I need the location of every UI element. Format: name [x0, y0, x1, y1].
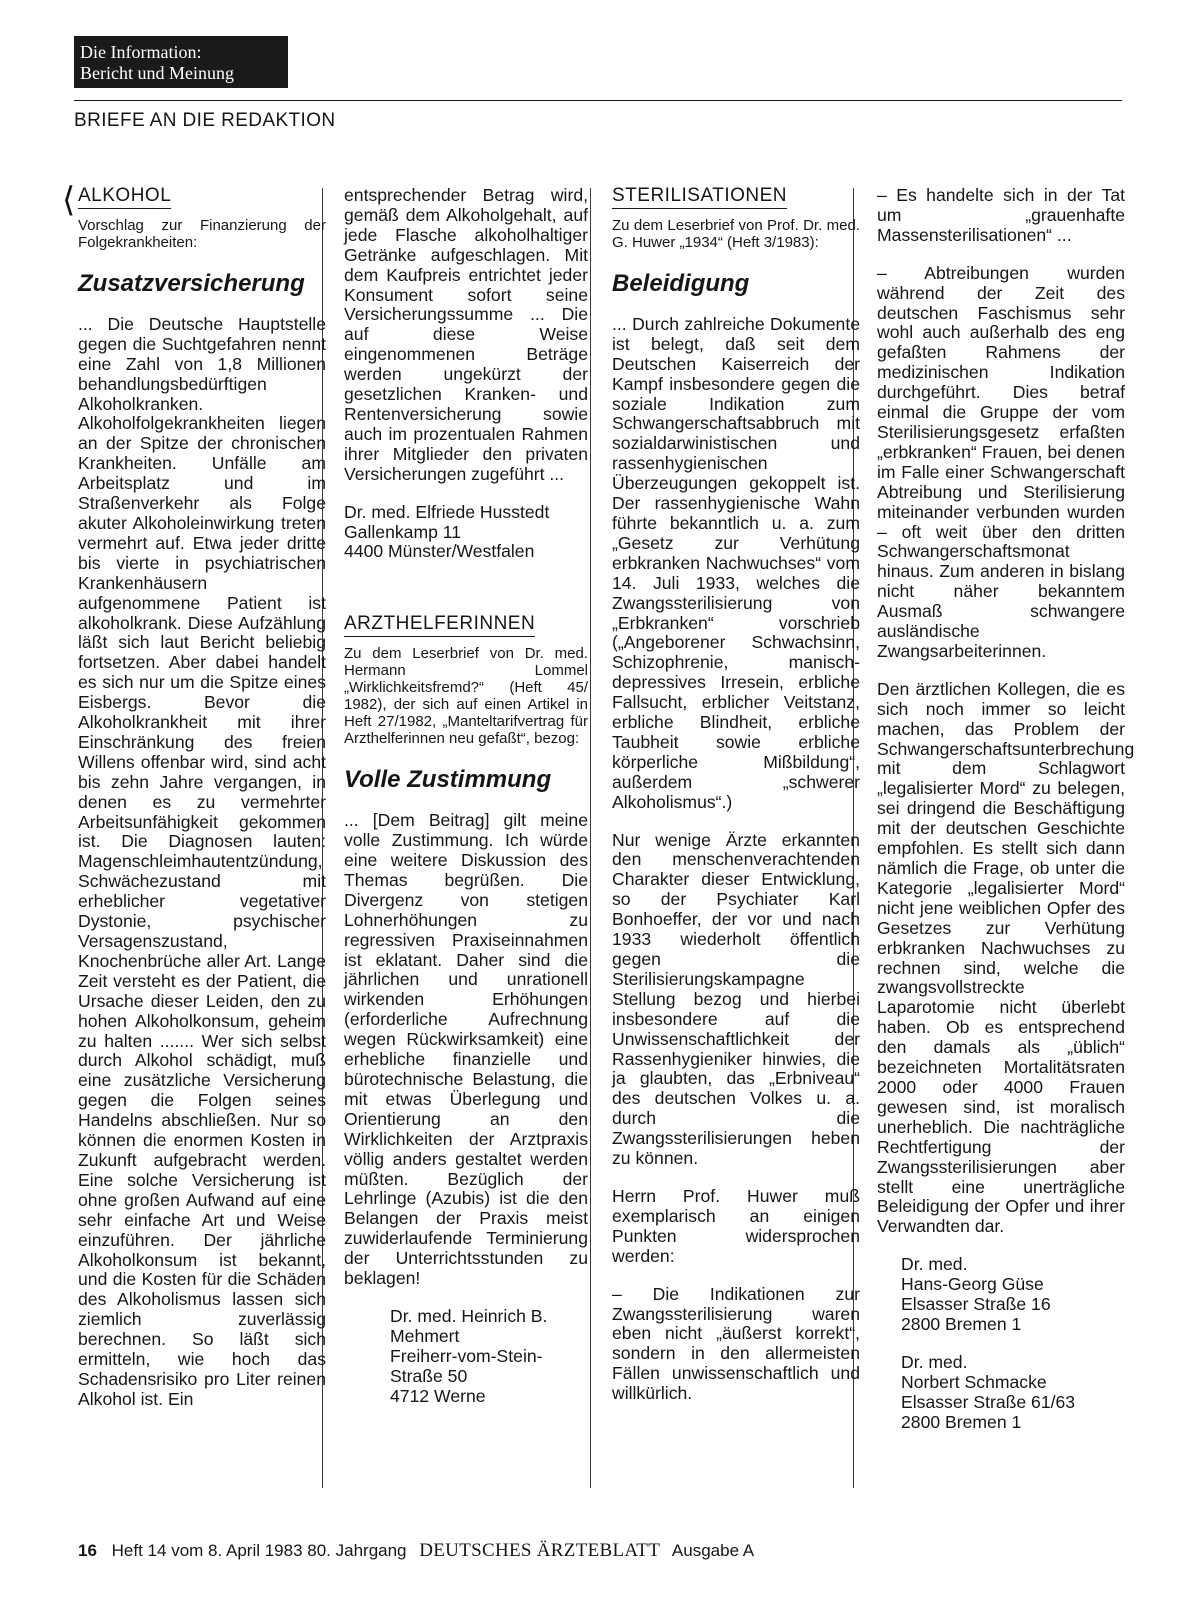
column-1	[62, 182, 326, 1410]
header-rule	[74, 100, 1122, 101]
page-footer	[78, 1540, 754, 1562]
letter-body-3c: Herrn Prof. Huwer muß exemplarisch an einigen Punkten widersprochen werden:	[612, 1185, 860, 1266]
magazine-name: DEUTSCHES ÄRZTEBLATT	[419, 1540, 661, 1561]
bracket-mark: ⟨	[62, 182, 76, 219]
kicker-alkohol-wrap	[62, 182, 326, 219]
signature-line: Mehmert	[390, 1325, 460, 1346]
intro-arzthelferinnen: Zu dem Leserbrief von Dr. med. Hermann Lommel „Wirklichkeitsfremd?“ (Heft 45/ 1982), der sich auf einen Artikel in Heft 27/1982, „Manteltarifvertrag für Arzthelferinnen neu gefaßt“, bezog:	[344, 645, 588, 748]
column-divider-2	[590, 188, 591, 1488]
kicker-alkohol: ALKOHOL	[78, 186, 171, 209]
signature-line: 4400 Münster/Westfalen	[344, 541, 535, 562]
letter-body-continued: entsprechender Betrag wird, gemäß dem Alkoholgehalt, auf jede Flasche alkoholhaltiger Getränke aufgeschlagen. Mit dem Kaufpreis entrichtet jeder Konsument sofort seine Versicherungssumme ... Die auf diese Weise eingenommenen Beträge werden ungekürzt der gesetzlichen Kranken- und Rentenversicherung sowie auch im prozentualen Rahmen ihrer Mitglieder den privaten Versicherungen zugeführt ...	[344, 185, 588, 484]
rubric-line-1: Die Information:	[80, 42, 202, 62]
headline-zusatzversicherung: Zusatzversicherung	[78, 269, 305, 297]
column-3	[612, 186, 860, 1404]
headline-volle-zustimmung: Volle Zustimmung	[344, 766, 552, 794]
signature-line: Norbert Schmacke	[901, 1371, 1047, 1392]
intro-alkohol: Vorschlag zur Finanzierung der Folgekrankheiten:	[78, 216, 326, 251]
signature-guese	[901, 1255, 1125, 1335]
signature-line: Dr. med. Heinrich B.	[390, 1305, 548, 1326]
intro-sterilisationen: Zu dem Leserbrief von Prof. Dr. med. G. Huwer „1934“ (Heft 3/1983):	[612, 216, 860, 251]
signature-schmacke	[901, 1353, 1125, 1433]
signature-line: 2800 Bremen 1	[901, 1313, 1022, 1334]
kicker-arzthelferinnen: ARZTHELFERINNEN	[344, 614, 535, 637]
letter-body-4b: – Abtreibungen wurden während der Zeit des deutschen Faschismus sehr wohl auch außerhalb des eng gefaßten Rahmens der medizinischen Indikation durchgeführt. Dies betraf einmal die Gruppe der vom Sterilisierungsgesetz erfaßten „erbkranken“ Frauen, bei denen im Falle einer Schwangerschaft Abtreibung und Sterilisierung miteinander verbunden wurden – oft weit über den dritten Schwangerschaftsmonat hinaus. Zum anderen in bislang nicht näher bekanntem Ausmaß schwangere ausländische Zwangsarbeiterinnen.	[877, 262, 1125, 661]
edition-label: Ausgabe A	[671, 1541, 755, 1560]
signature-line: Dr. med.	[901, 1351, 968, 1372]
signature-line: 2800 Bremen 1	[901, 1411, 1022, 1432]
signature-line: Elsasser Straße 61/63	[901, 1391, 1076, 1412]
signature-line: Hans-Georg Güse	[901, 1274, 1044, 1295]
rubric-box	[74, 36, 288, 88]
section-title: BRIEFE AN DIE REDAKTION	[74, 110, 336, 131]
signature-line: Straße 50	[390, 1365, 468, 1386]
letter-body-4a: – Es handelte sich in der Tat um „grauenhafte Massensterilisationen“ ...	[877, 185, 1125, 245]
kicker-sterilisationen: STERILISATIONEN	[612, 186, 787, 209]
letter-body-3b: Nur wenige Ärzte erkannten den menschenverachtenden Charakter dieser Entwicklung, so der Psychiater Karl Bonhoeffer, der vor und nach 1933 wiederholt öffentlich gegen die Sterilisierungskampagne Stellung bezog und hierbei insbesondere auf die Unwissenschaftlichkeit der Rassenhygieniker hinwies, die ja glaubten, das „Erbniveau“ des deutschen Volkes u. a. durch die Zwangssterilisierungen heben zu können.	[612, 829, 860, 1169]
letter-body-2: ... [Dem Beitrag] gilt meine volle Zustimmung. Ich würde eine weitere Diskussion des Themas begrüßen. Die Divergenz von stetigen Lohnerhöhungen zu regressiven Praxiseinnahmen ist eklatant. Daher sind die jährlichen und unrationell wirkenden Erhöhungen (erforderliche Aufrechnung wegen Rückwirksamkeit) eine erhebliche finanzielle und bürotechnische Belastung, die mit etwas Überlegung und Orientierung an den Wirklichkeiten der Arztpraxis völlig anders gestaltet werden müßten. Bezüglich der Lehrlinge (Azubis) ist die den Belangen der Praxis meist zuwiderlaufende Terminierung der Unterrichtsstunden zu beklagen!	[344, 810, 588, 1289]
signature-line: Dr. med.	[901, 1254, 968, 1275]
signature-line: Gallenkamp 11	[344, 521, 462, 542]
signature-line: 4712 Werne	[390, 1385, 486, 1406]
letter-body-3d: – Die Indikationen zur Zwangssterilisierung waren eben nicht „äußerst korrekt“, sondern in den allermeisten Fällen unwissenschaftlich und willkürlich.	[612, 1283, 860, 1404]
rubric-line-2: Bericht und Meinung	[80, 63, 234, 83]
letter-body: ... Die Deutsche Hauptstelle gegen die Suchtgefahren nennt eine Zahl von 1,8 Millionen behandlungsbedürftigen Alkoholkranken. Alkoholfolgekrankheiten liegen an der Spitze der chronischen Krankheiten. Unfälle am Arbeitsplatz und im Straßenverkehr als Folge akuter Alkoholeinwirkung treten vermehrt auf. Etwa jeder dritte bis vierte in psychiatrischen Krankenhäusern aufgenommene Patient ist alkoholkrank. Diese Aufzählung läßt sich laut Bericht beliebig fortsetzen. Aber dabei handelt es sich nur um die Spitze eines Eisbergs. Bevor die Alkoholkrankheit mit ihrer Einschränkung des freien Willens offenbar wird, sind acht bis zehn Jahre vergangen, in denen es zu vermehrter Arbeitsunfähigkeit gekommen ist. Die Diagnosen lauten: Magenschleimhautentzündung, Schwächezustand mit erheblicher vegetativer Dystonie, psychischer Versagenszustand, Knochenbrüche aller Art. Lange Zeit versteht es der Patient, die Ursache dieser Leiden, den zu hohen Alkoholkonsum, geheim zu halten ....... Wer sich selbst durch Alkohol schädigt, muß eine zusätzliche Versicherung gegen die Folgen seines Handelns abschließen. Nur so können die enormen Kosten in Zukunft aufgebracht werden. Eine solche Versicherung ist ohne großen Aufwand auf eine sehr einfache Art und Weise einzuführen. Der jährliche Alkoholkonsum ist bekannt, und die Kosten für die Schäden des Alkoholismus lassen sich ziemlich zuverlässig berechnen. So läßt sich ermitteln, wie hoch das Schadensrisiko pro Liter reinen Alkohol ist. Ein	[78, 313, 326, 1409]
issue-info: Heft 14 vom 8. April 1983 80. Jahrgang	[111, 1541, 407, 1560]
letter-body-4c: Den ärztlichen Kollegen, die es sich noch immer so leicht machen, das Problem der Schwangerschaftsunterbrechung mit dem Schlagwort „legalisierter Mord“ zu belegen, sei dringend die Beschäftigung mit der deutschen Geschichte empfohlen. Es stellt sich dann nämlich die Frage, ob unter die Kategorie „legalisierter Mord“ nicht jene weiblichen Opfer des Gesetzes zur Verhütung erbkranken Nachwuchses zu rechnen sind, welche die zwangsvollstreckte Laparotomie nicht überlebt haben. Ob es entsprechend den damals als „üblich“ bezeichneten Mortalitätsraten 2000 oder 4000 Frauen gewesen sind, ist moralisch unerheblich. Die nachträgliche Rechtfertigung der Zwangssterilisierungen aber stellt eine unerträgliche Beleidigung der Opfer und ihrer Verwandten dar.	[877, 678, 1135, 1237]
signature-line: Freiherr-vom-Stein-	[390, 1345, 543, 1366]
signature-mehmert	[390, 1307, 588, 1407]
headline-beleidigung: Beleidigung	[612, 269, 750, 297]
column-4	[877, 185, 1135, 1432]
page-number: 16	[78, 1541, 97, 1560]
letter-body-3a: ... Durch zahlreiche Dokumente ist belegt, daß seit dem Deutschen Kaiserreich der Kampf insbesondere gegen die soziale Indikation zum Schwangerschaftsabbruch mit sozialdarwinistischen und rassenhygienischen Überzeugungen gekoppelt ist. Der rassenhygienische Wahn führte bekanntlich u. a. zum „Gesetz zur Verhütung erbkranken Nachwuchses“ vom 14. Juli 1933, welches die Zwangssterilisierung von „Erbkranken“ vorschrieb („Angeborener Schwachsinn, Schizophrenie, manisch-depressives Irresein, erbliche Fallsucht, erblicher Veitstanz, erbliche Blindheit, erbliche Taubheit sowie erbliche körperliche Mißbildung“, außerdem „schwerer Alkoholismus“.)	[612, 313, 860, 812]
column-2	[344, 186, 588, 1407]
signature-line: Elsasser Straße 16	[901, 1294, 1051, 1315]
signature-line: Dr. med. Elfriede Husstedt	[344, 501, 550, 522]
signature-husstedt	[344, 503, 588, 563]
